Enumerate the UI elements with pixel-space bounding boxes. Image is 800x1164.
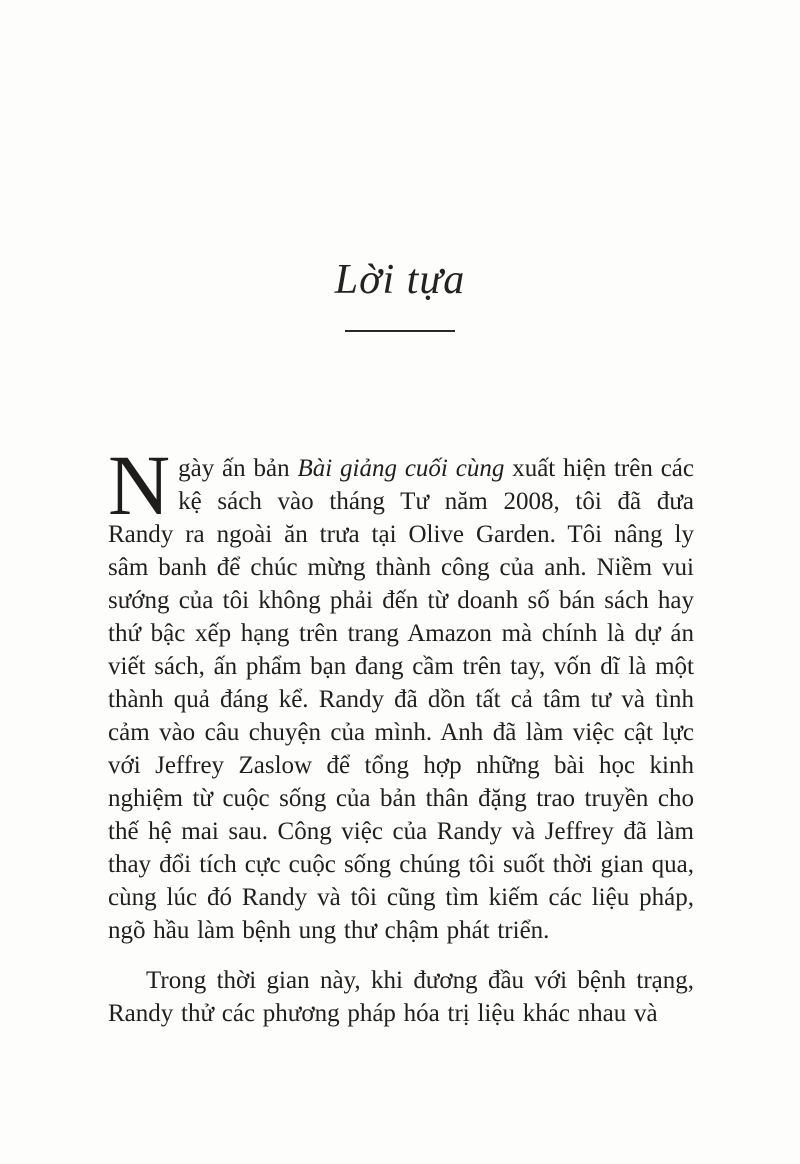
chapter-title: Lời tựa [334,257,466,303]
paragraph-1 [108,437,694,947]
paragraph-1-rest: xuất hiện trên các kệ sách vào tháng Tư năm 2008, tôi đã đưa Randy ra ngoài ăn trưa tại Olive Garden. Tôi nâng ly sâm banh để chúc mừng thành công của anh. Niềm vui sướng của tôi không phải đến từ doanh số bán sách hay thứ bậc xếp hạng trên trang Amazon mà chính là dự án viết sách, ấn phẩm bạn đang cầm trên tay, vốn dĩ là một thành quả đáng kể. Randy đã dồn tất cả tâm tư và tình cảm vào câu chuyện của mình. Anh đã làm việc cật lực với Jeffrey Zaslow để tổng hợp những bài học kinh nghiệm từ cuộc sống của bản thân đặng trao truyền cho thế hệ mai sau. Công việc của Randy và Jeffrey đã làm thay đổi tích cực cuộc sống chúng tôi suốt thời gian qua, cùng lúc đó Randy và tôi cũng tìm kiếm các liệu pháp, ngõ hầu làm bệnh ung thư chậm phát triển. [108,455,694,944]
title-divider-rule [345,330,455,332]
drop-cap: N [108,437,171,533]
paragraph-2: Trong thời gian này, khi đương đầu với bệnh trạng, Randy thử các phương pháp hóa trị liệu khác nhau và [108,967,694,1027]
body-text [108,437,694,1030]
book-title-reference: Bài giảng cuối cùng [297,455,505,482]
paragraph-1-lead: gày ấn bản [178,455,298,482]
